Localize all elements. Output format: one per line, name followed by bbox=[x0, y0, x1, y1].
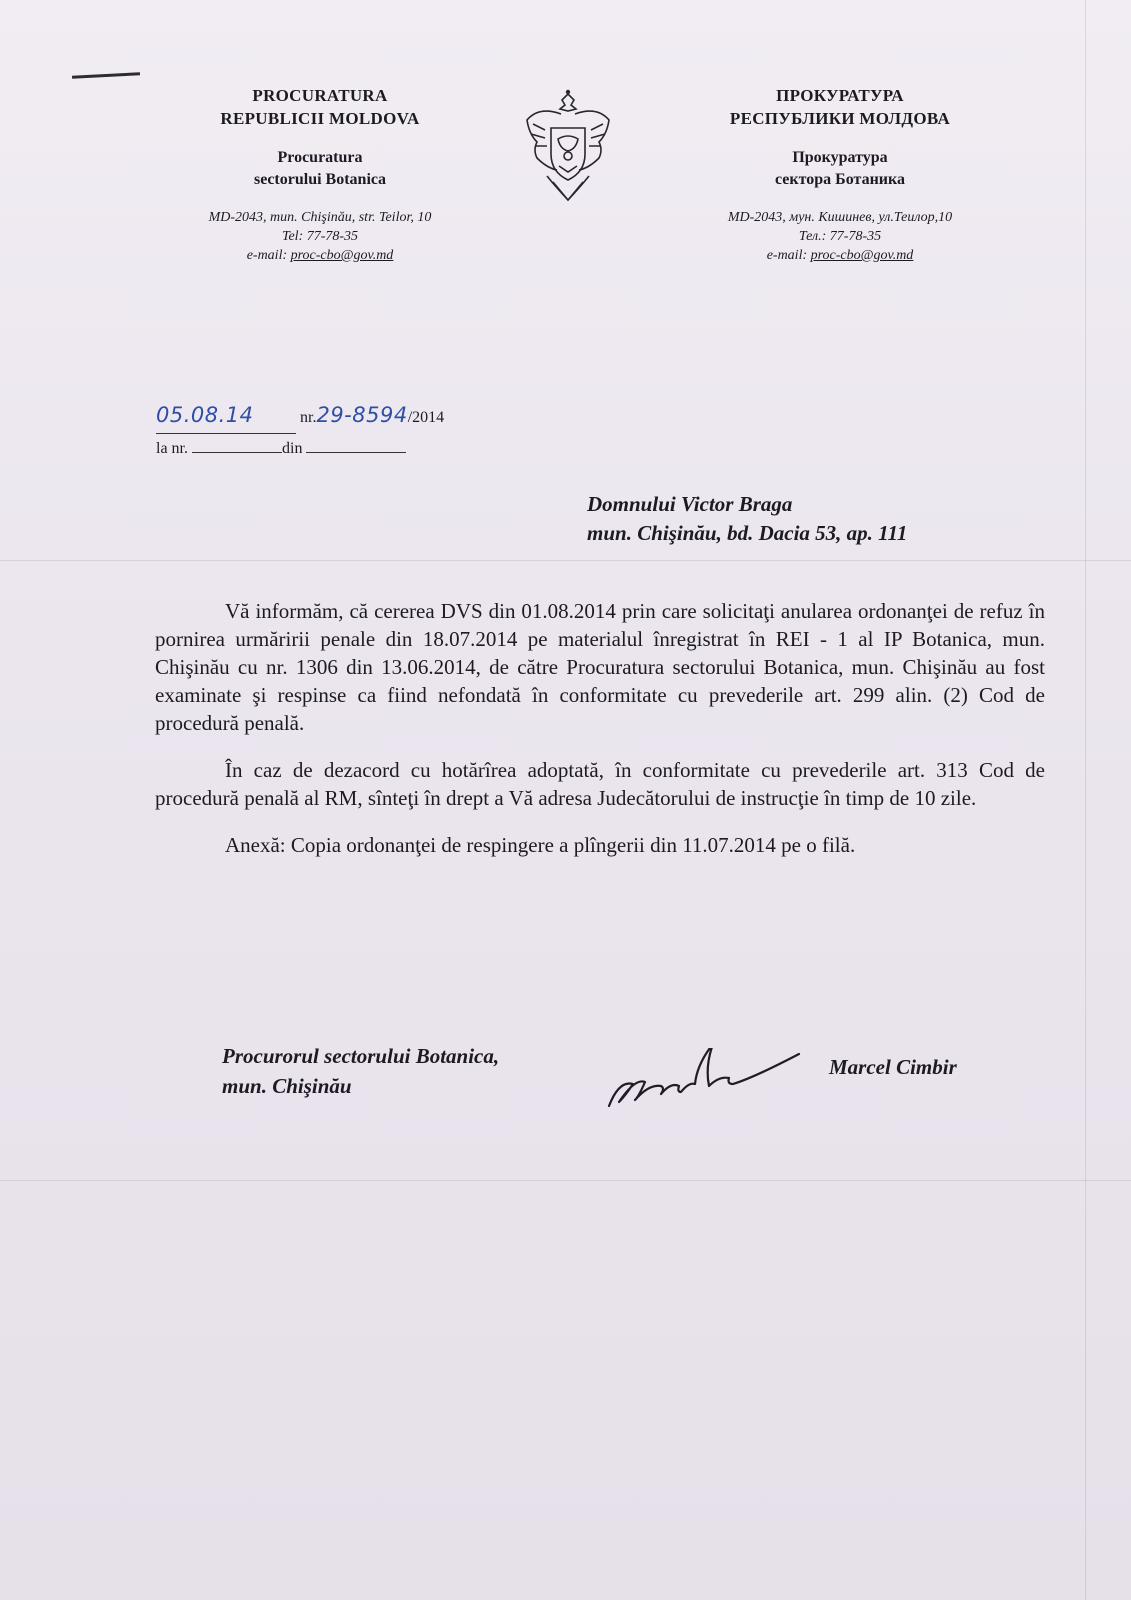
registry-number: 29-8594 bbox=[316, 403, 408, 427]
registry-year: /2014 bbox=[407, 409, 445, 426]
body-annex: Anexă: Copia ordonanţei de respingere a plîngerii din 11.07.2014 pe o filă. bbox=[225, 833, 856, 857]
registry-nr-label: nr. bbox=[300, 409, 317, 426]
addressee-address: mun. Chişinău, bd. Dacia 53, ap. 111 bbox=[587, 521, 908, 545]
body-paragraph-1: Vă informăm, că cererea DVS din 01.08.2014 prin care solicitaţi anularea ordonanţei de refuz în pornirea urmăririi penale din 18.07.2014 pe materialul înregistrat în REI - 1 al IP Botanica, mun. Chişinău cu nr. 1306 din 13.06.2014, de către Procuratura sectorului Botanica, mun. Chişinău au fost examinate şi respinse ca fiind nefondată în conformitate cu prevederile art. 299 alin. (2) Cod de procedură penală. bbox=[155, 599, 1045, 735]
header-right-office-1: Прокуратура bbox=[792, 149, 888, 166]
header-right-address: MD-2043, мун. Кишинев, ул.Теилор,10 bbox=[727, 210, 953, 225]
signer-name: Marcel Cimbir bbox=[829, 1055, 957, 1079]
header-left-email[interactable]: proc-cbo@gov.md bbox=[290, 248, 394, 263]
din-blank bbox=[306, 452, 406, 453]
paper-fold bbox=[0, 560, 1131, 561]
letter-body bbox=[155, 597, 1045, 878]
body-paragraph-2: În caz de dezacord cu hotărîrea adoptată, în conformitate cu prevederile art. 313 Cod de procedură penală al RM, sînteţi în drept a Vă adresa Judecătorului de instrucţie în timp de 10 zile. bbox=[155, 758, 1045, 810]
header-left-office-2: sectorului Botanica bbox=[254, 171, 386, 188]
header-left-address: MD-2043, mun. Chişinău, str. Teilor, 10 bbox=[208, 210, 432, 225]
header-right-title-2: РЕСПУБЛИКИ МОЛДОВА bbox=[729, 109, 951, 128]
paper-edge bbox=[1085, 0, 1086, 1600]
paper-fold bbox=[0, 1180, 1131, 1181]
header-left-title-2: REPUBLICII MOLDOVA bbox=[220, 109, 420, 128]
addressee bbox=[587, 490, 907, 548]
header-left bbox=[170, 84, 470, 265]
header-right-phone: Тел.: 77-78-35 bbox=[798, 229, 882, 244]
signer-title-line-2: mun. Chişinău bbox=[222, 1074, 352, 1098]
header-right-email[interactable]: proc-cbo@gov.md bbox=[810, 248, 914, 263]
la-nr-label: la nr. bbox=[156, 440, 188, 457]
header-right-office-2: сектора Ботаника bbox=[775, 171, 905, 188]
signer-title bbox=[222, 1041, 499, 1101]
header-left-title-1: PROCURATURA bbox=[252, 86, 388, 105]
la-nr-blank bbox=[192, 452, 282, 453]
header-right bbox=[690, 84, 990, 265]
header-right-title-1: ПРОКУРАТУРА bbox=[776, 86, 904, 105]
header-left-email-label: e-mail: bbox=[246, 248, 288, 263]
signer-title-line-1: Procurorul sectorului Botanica, bbox=[222, 1044, 500, 1068]
registry-date: 05.08.14 bbox=[156, 403, 254, 427]
header-left-office-1: Procuratura bbox=[277, 149, 363, 166]
registry-block bbox=[156, 400, 444, 464]
handwritten-signature-icon bbox=[605, 1048, 820, 1116]
din-label: din bbox=[282, 440, 303, 457]
registry-row bbox=[156, 400, 444, 434]
header-left-email-row bbox=[170, 246, 470, 265]
addressee-name: Domnului Victor Braga bbox=[587, 492, 793, 516]
pen-mark bbox=[72, 72, 140, 79]
header-right-email-label: e-mail: bbox=[766, 248, 808, 263]
moldova-coat-of-arms-icon bbox=[523, 84, 613, 206]
registry-reference-row bbox=[156, 434, 444, 464]
registry-date-field bbox=[156, 400, 296, 434]
header-right-email-row bbox=[690, 246, 990, 265]
header-left-phone: Tel: 77-78-35 bbox=[281, 229, 359, 244]
